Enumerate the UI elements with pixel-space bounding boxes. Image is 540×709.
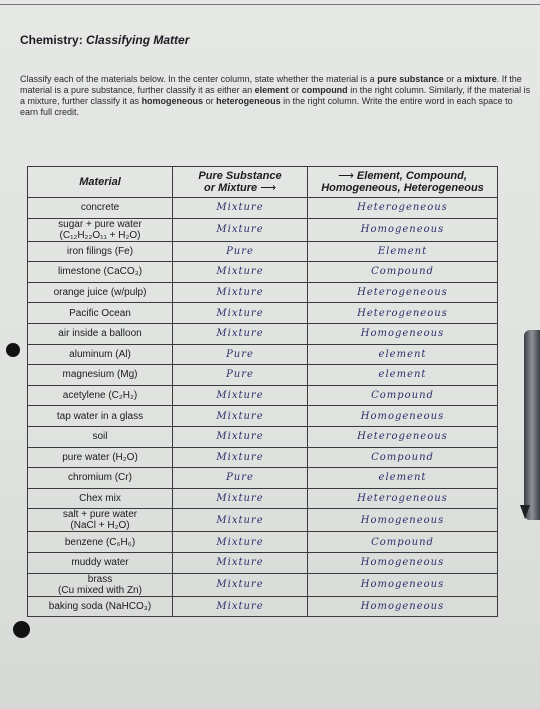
material-name: Pacific Ocean xyxy=(69,307,131,319)
table-row xyxy=(28,303,498,324)
material-cell xyxy=(28,198,173,219)
material-cell xyxy=(28,532,173,553)
header-class-line1: Element, Compound, xyxy=(356,170,467,182)
class-answer-cell[interactable]: Compound xyxy=(308,447,498,468)
type-answer-cell[interactable]: Mixture xyxy=(173,532,308,553)
class-answer-cell[interactable]: Heterogeneous xyxy=(308,426,498,447)
header-pure-line2: or Mixture xyxy=(203,182,258,194)
header-class-line2: Homogeneous, Heterogeneous xyxy=(321,182,484,194)
header-material-text: Material xyxy=(79,176,121,188)
material-name: soil xyxy=(92,431,108,443)
instr-bold: pure substance xyxy=(377,74,444,84)
material-name: brass xyxy=(87,573,113,585)
material-cell xyxy=(28,303,173,324)
table-row xyxy=(28,488,498,509)
class-answer-cell[interactable]: Compound xyxy=(308,532,498,553)
table-row xyxy=(28,344,498,365)
class-answer-cell[interactable]: element xyxy=(308,344,498,365)
instr-bold: element xyxy=(254,85,289,95)
type-answer-cell[interactable]: Mixture xyxy=(173,385,308,406)
table-row xyxy=(28,198,498,219)
table-row xyxy=(28,365,498,386)
type-answer-cell[interactable]: Pure xyxy=(173,365,308,386)
table-row xyxy=(28,552,498,573)
header-classification xyxy=(308,167,498,198)
material-cell xyxy=(28,406,173,427)
material-cell xyxy=(28,344,173,365)
arrow-icon: ⟶ xyxy=(338,170,354,182)
class-answer-cell[interactable]: Homogeneous xyxy=(308,323,498,344)
table-row xyxy=(28,573,498,596)
type-answer-cell[interactable]: Mixture xyxy=(173,573,308,596)
material-cell xyxy=(28,552,173,573)
class-answer-cell[interactable]: Homogeneous xyxy=(308,509,498,532)
type-answer-cell[interactable]: Mixture xyxy=(173,488,308,509)
type-answer-cell[interactable]: Mixture xyxy=(173,447,308,468)
type-answer-cell[interactable]: Mixture xyxy=(173,303,308,324)
binder-hole-icon xyxy=(13,621,30,638)
material-cell xyxy=(28,385,173,406)
table-header-row xyxy=(28,167,498,198)
type-answer-cell[interactable]: Mixture xyxy=(173,218,308,241)
table-row xyxy=(28,509,498,532)
table-row xyxy=(28,323,498,344)
material-cell xyxy=(28,282,173,303)
material-formula: (NaCl + H₂O) xyxy=(70,520,130,532)
type-answer-cell[interactable]: Mixture xyxy=(173,198,308,219)
type-answer-cell[interactable]: Mixture xyxy=(173,323,308,344)
table-row xyxy=(28,406,498,427)
material-name: baking soda (NaHCO₃) xyxy=(48,600,152,612)
pen-icon xyxy=(524,330,540,520)
material-cell xyxy=(28,262,173,283)
material-name: aluminum (Al) xyxy=(69,348,131,360)
material-name: concrete xyxy=(80,202,120,214)
material-cell xyxy=(28,241,173,262)
type-answer-cell[interactable]: Pure xyxy=(173,344,308,365)
table-row xyxy=(28,262,498,283)
instr-text: in the right column. Similarly, if the material is a mixture, further classify it as xyxy=(20,85,531,106)
type-answer-cell[interactable]: Mixture xyxy=(173,282,308,303)
class-answer-cell[interactable]: Heterogeneous xyxy=(308,198,498,219)
material-cell xyxy=(28,426,173,447)
page-title xyxy=(20,33,189,47)
type-answer-cell[interactable]: Mixture xyxy=(173,552,308,573)
material-name: magnesium (Mg) xyxy=(62,369,138,381)
arrow-icon: ⟶ xyxy=(260,182,277,194)
material-formula: (C₁₂H₂₂O₁₁ + H₂O) xyxy=(59,229,141,241)
class-answer-cell[interactable]: Heterogeneous xyxy=(308,303,498,324)
class-answer-cell[interactable]: Homogeneous xyxy=(308,218,498,241)
material-name: salt + pure water xyxy=(62,509,138,521)
class-answer-cell[interactable]: Heterogeneous xyxy=(308,282,498,303)
material-name: tap water in a glass xyxy=(56,410,144,422)
material-name: limestone (CaCO₃) xyxy=(57,266,143,278)
type-answer-cell[interactable]: Mixture xyxy=(173,596,308,617)
class-answer-cell[interactable]: Element xyxy=(308,241,498,262)
material-name: pure water (H₂O) xyxy=(62,451,138,463)
material-name: orange juice (w/pulp) xyxy=(53,287,147,299)
class-answer-cell[interactable]: Compound xyxy=(308,385,498,406)
instr-bold: compound xyxy=(301,85,348,95)
instructions-paragraph xyxy=(20,74,532,118)
title-topic: Classifying Matter xyxy=(86,33,190,47)
table-row xyxy=(28,218,498,241)
header-material xyxy=(28,167,173,198)
material-name: iron filings (Fe) xyxy=(66,245,134,257)
pen-tip-icon xyxy=(520,505,530,519)
instr-text: Classify each of the materials below. In the center column, state whether the material is a xyxy=(20,74,375,84)
instr-text: in the right column. Write the entire word in each space to earn full credit. xyxy=(20,96,513,117)
table-row xyxy=(28,532,498,553)
classification-table xyxy=(27,166,498,617)
class-answer-cell[interactable]: element xyxy=(308,468,498,489)
table-row xyxy=(28,596,498,617)
header-pure-line1: Pure Substance xyxy=(198,170,282,182)
table-row xyxy=(28,282,498,303)
instr-bold: homogeneous xyxy=(141,96,204,106)
material-cell xyxy=(28,596,173,617)
material-formula: (Cu mixed with Zn) xyxy=(58,584,142,596)
material-name: muddy water xyxy=(71,557,129,569)
instr-bold: heterogeneous xyxy=(216,96,281,106)
instr-bold: mixture xyxy=(464,74,497,84)
type-answer-cell[interactable]: Mixture xyxy=(173,406,308,427)
binder-hole-icon xyxy=(6,343,20,357)
header-pure-or-mixture xyxy=(173,167,308,198)
material-cell xyxy=(28,447,173,468)
class-answer-cell[interactable]: Heterogeneous xyxy=(308,488,498,509)
type-answer-cell[interactable]: Mixture xyxy=(173,262,308,283)
material-cell xyxy=(28,365,173,386)
material-name: chromium (Cr) xyxy=(68,472,132,484)
material-cell xyxy=(28,323,173,344)
material-name: acetylene (C₂H₂) xyxy=(62,390,138,402)
instr-text: . If the material is a pure substance, further classify it as either an xyxy=(20,74,522,95)
material-name: Chex mix xyxy=(79,493,121,505)
material-cell xyxy=(28,488,173,509)
table-row xyxy=(28,447,498,468)
class-answer-cell[interactable]: Compound xyxy=(308,262,498,283)
material-cell xyxy=(28,468,173,489)
table-row xyxy=(28,468,498,489)
material-name: air inside a balloon xyxy=(58,328,142,340)
material-cell xyxy=(28,573,173,596)
type-answer-cell[interactable]: Mixture xyxy=(173,509,308,532)
type-answer-cell[interactable]: Mixture xyxy=(173,426,308,447)
material-cell xyxy=(28,218,173,241)
material-name: benzene (C₆H₆) xyxy=(64,536,136,548)
class-answer-cell[interactable]: Homogeneous xyxy=(308,596,498,617)
instr-text: or xyxy=(291,85,300,95)
class-answer-cell[interactable]: Homogeneous xyxy=(308,573,498,596)
type-answer-cell[interactable]: Pure xyxy=(173,468,308,489)
table-row xyxy=(28,426,498,447)
material-name: sugar + pure water xyxy=(58,218,142,230)
top-rule xyxy=(0,4,540,5)
instr-text: or a xyxy=(446,74,462,84)
table-row xyxy=(28,385,498,406)
class-answer-cell[interactable]: Homogeneous xyxy=(308,406,498,427)
table-row xyxy=(28,241,498,262)
class-answer-cell[interactable]: Homogeneous xyxy=(308,552,498,573)
type-answer-cell[interactable]: Pure xyxy=(173,241,308,262)
material-cell xyxy=(28,509,173,532)
instr-text: or xyxy=(205,96,214,106)
title-prefix: Chemistry: xyxy=(20,33,83,47)
class-answer-cell[interactable]: element xyxy=(308,365,498,386)
